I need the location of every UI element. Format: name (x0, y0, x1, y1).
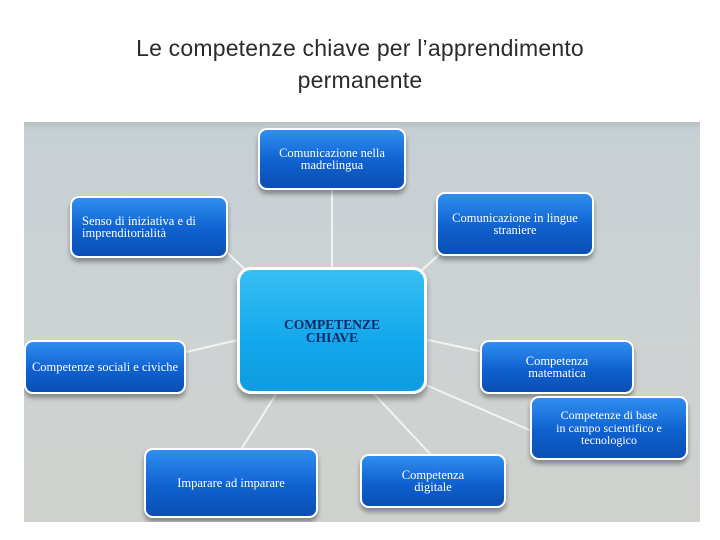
slide-title-line-1: Le competenze chiave per l’apprendimento (136, 35, 584, 61)
connector-imparare (242, 394, 276, 448)
node-competenze-sociali-civiche (24, 340, 186, 394)
node-label: Comunicazione in lingue straniere (452, 211, 578, 237)
slide-title (0, 32, 720, 96)
slide-title-line-2: permanente (297, 67, 423, 93)
connector-sociali (186, 340, 238, 352)
node-label: Competenze di base in campo scientifico e tecnologico (556, 408, 662, 448)
center-node-competenze-chiave (237, 267, 427, 394)
node-label: Imparare ad imparare (177, 476, 285, 490)
center-node-label: COMPETENZE CHIAVE (283, 316, 380, 345)
node-label: Comunicazione nella madrelingua (279, 146, 385, 172)
node-competenza-digitale (360, 454, 506, 508)
node-comunicazione-madrelingua (258, 128, 406, 190)
connector-matematica (428, 340, 484, 352)
node-imparare-ad-imparare (144, 448, 318, 518)
connector-digitale (374, 394, 434, 458)
node-competenze-scientifico-tecnologico (530, 396, 688, 460)
node-label: Competenza digitale (401, 468, 465, 494)
node-comunicazione-lingue-straniere (436, 192, 594, 256)
node-label: Competenze sociali e civiche (31, 360, 179, 374)
node-label: Senso di iniziativa e di imprenditorialità (82, 214, 196, 240)
diagram-panel (24, 122, 700, 522)
node-label: Competenza matematica (525, 354, 589, 380)
node-senso-iniziativa (70, 196, 228, 258)
node-competenza-matematica (480, 340, 634, 394)
